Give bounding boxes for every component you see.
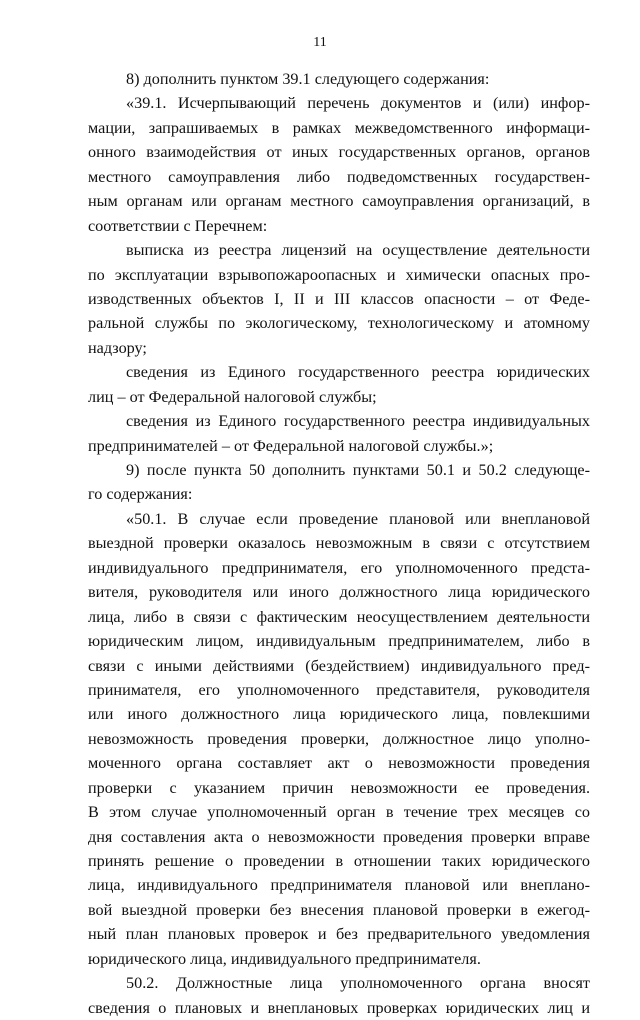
text-line: связи с иными действиями (бездействием) индивидуального пред- [88, 656, 590, 675]
text-line: онного взаимодействия от иных государственных органов, органов [88, 143, 590, 162]
text-line: проверки с указанием причин невозможности ее проведения. [88, 778, 590, 797]
text-line: моченного органа составляет акт о невозможности проведения [88, 754, 590, 773]
text-line: индивидуального предпринимателя, его уполномоченного предста- [88, 558, 590, 577]
text-line: принимателя, его уполномоченного представителя, руководителя [88, 680, 590, 699]
text-line: соответствии с Перечнем: [88, 216, 268, 235]
text-line: изводственных объектов I, II и III классов опасности – от Феде- [88, 289, 590, 308]
text-line: мации, запрашиваемых в рамках межведомственного информаци- [88, 118, 590, 137]
text-line: или иного должностного лица юридического лица, повлекшими [88, 705, 590, 724]
text-line: сведения из Единого государственного реестра индивидуальных [126, 412, 590, 431]
text-line: сведения из Единого государственного реестра юридических [126, 363, 590, 382]
text-line: ным органам или органам местного самоуправления организаций, в [88, 192, 590, 211]
text-line: «39.1. Исчерпывающий перечень документов и (или) инфор- [126, 94, 590, 113]
text-line: принять решение о проведении в отношении таких юридического [88, 852, 590, 870]
text-line: вой выездной проверки без внесения плановой проверки в ежегод- [88, 900, 590, 919]
text-line: местного самоуправления либо подведомственных государствен- [88, 167, 590, 186]
text-line: 50.2. Должностные лица уполномоченного органа вносят [126, 974, 590, 993]
text-line: юридического лица, индивидуального предпринимателя. [88, 949, 481, 968]
page-number: 11 [313, 35, 327, 50]
text-line: ный план плановых проверок и без предварительного уведомления [88, 925, 590, 944]
text-line: вителя, руководителя или иного должностного лица юридического [88, 583, 590, 602]
text-line: по эксплуатации взрывопожароопасных и химически опасных про- [88, 265, 590, 284]
text-line: сведения о плановых и внеплановых проверках юридических лиц и [88, 998, 590, 1017]
text-line: надзору; [88, 338, 147, 357]
text-line: дня составления акта о невозможности проведения проверки вправе [88, 827, 590, 846]
text-line: лица, либо в связи с фактическим неосуществлением деятельности [88, 607, 590, 626]
text-line: ральной службы по экологическому, технологическому и атомному [88, 314, 590, 333]
text-line: 8) дополнить пунктом 39.1 следующего содержания: [126, 70, 490, 88]
text-line: «50.1. В случае если проведение плановой или внеплановой [126, 509, 590, 528]
text-line: юридическим лицом, индивидуальным предпринимателем, либо в [88, 632, 590, 651]
text-line: выписка из реестра лицензий на осуществление деятельности [126, 241, 590, 260]
text-line: лиц – от Федеральной налоговой службы; [88, 387, 377, 406]
text-line: выездной проверки оказалось невозможным в связи с отсутствием [88, 534, 590, 553]
text-line: го содержания: [88, 485, 193, 504]
text-line: лица, индивидуального предпринимателя плановой или внеплано- [88, 876, 590, 895]
text-line: 9) после пункта 50 дополнить пунктами 50.1 и 50.2 следующе- [126, 461, 590, 479]
text-line: невозможность проведения проверки, должностное лицо уполно- [88, 729, 590, 748]
document-body [88, 67, 590, 1020]
text-line: В этом случае уполномоченный орган в течение трех месяцев со [88, 803, 590, 822]
text-line: предпринимателей – от Федеральной налоговой службы.»; [88, 436, 494, 455]
